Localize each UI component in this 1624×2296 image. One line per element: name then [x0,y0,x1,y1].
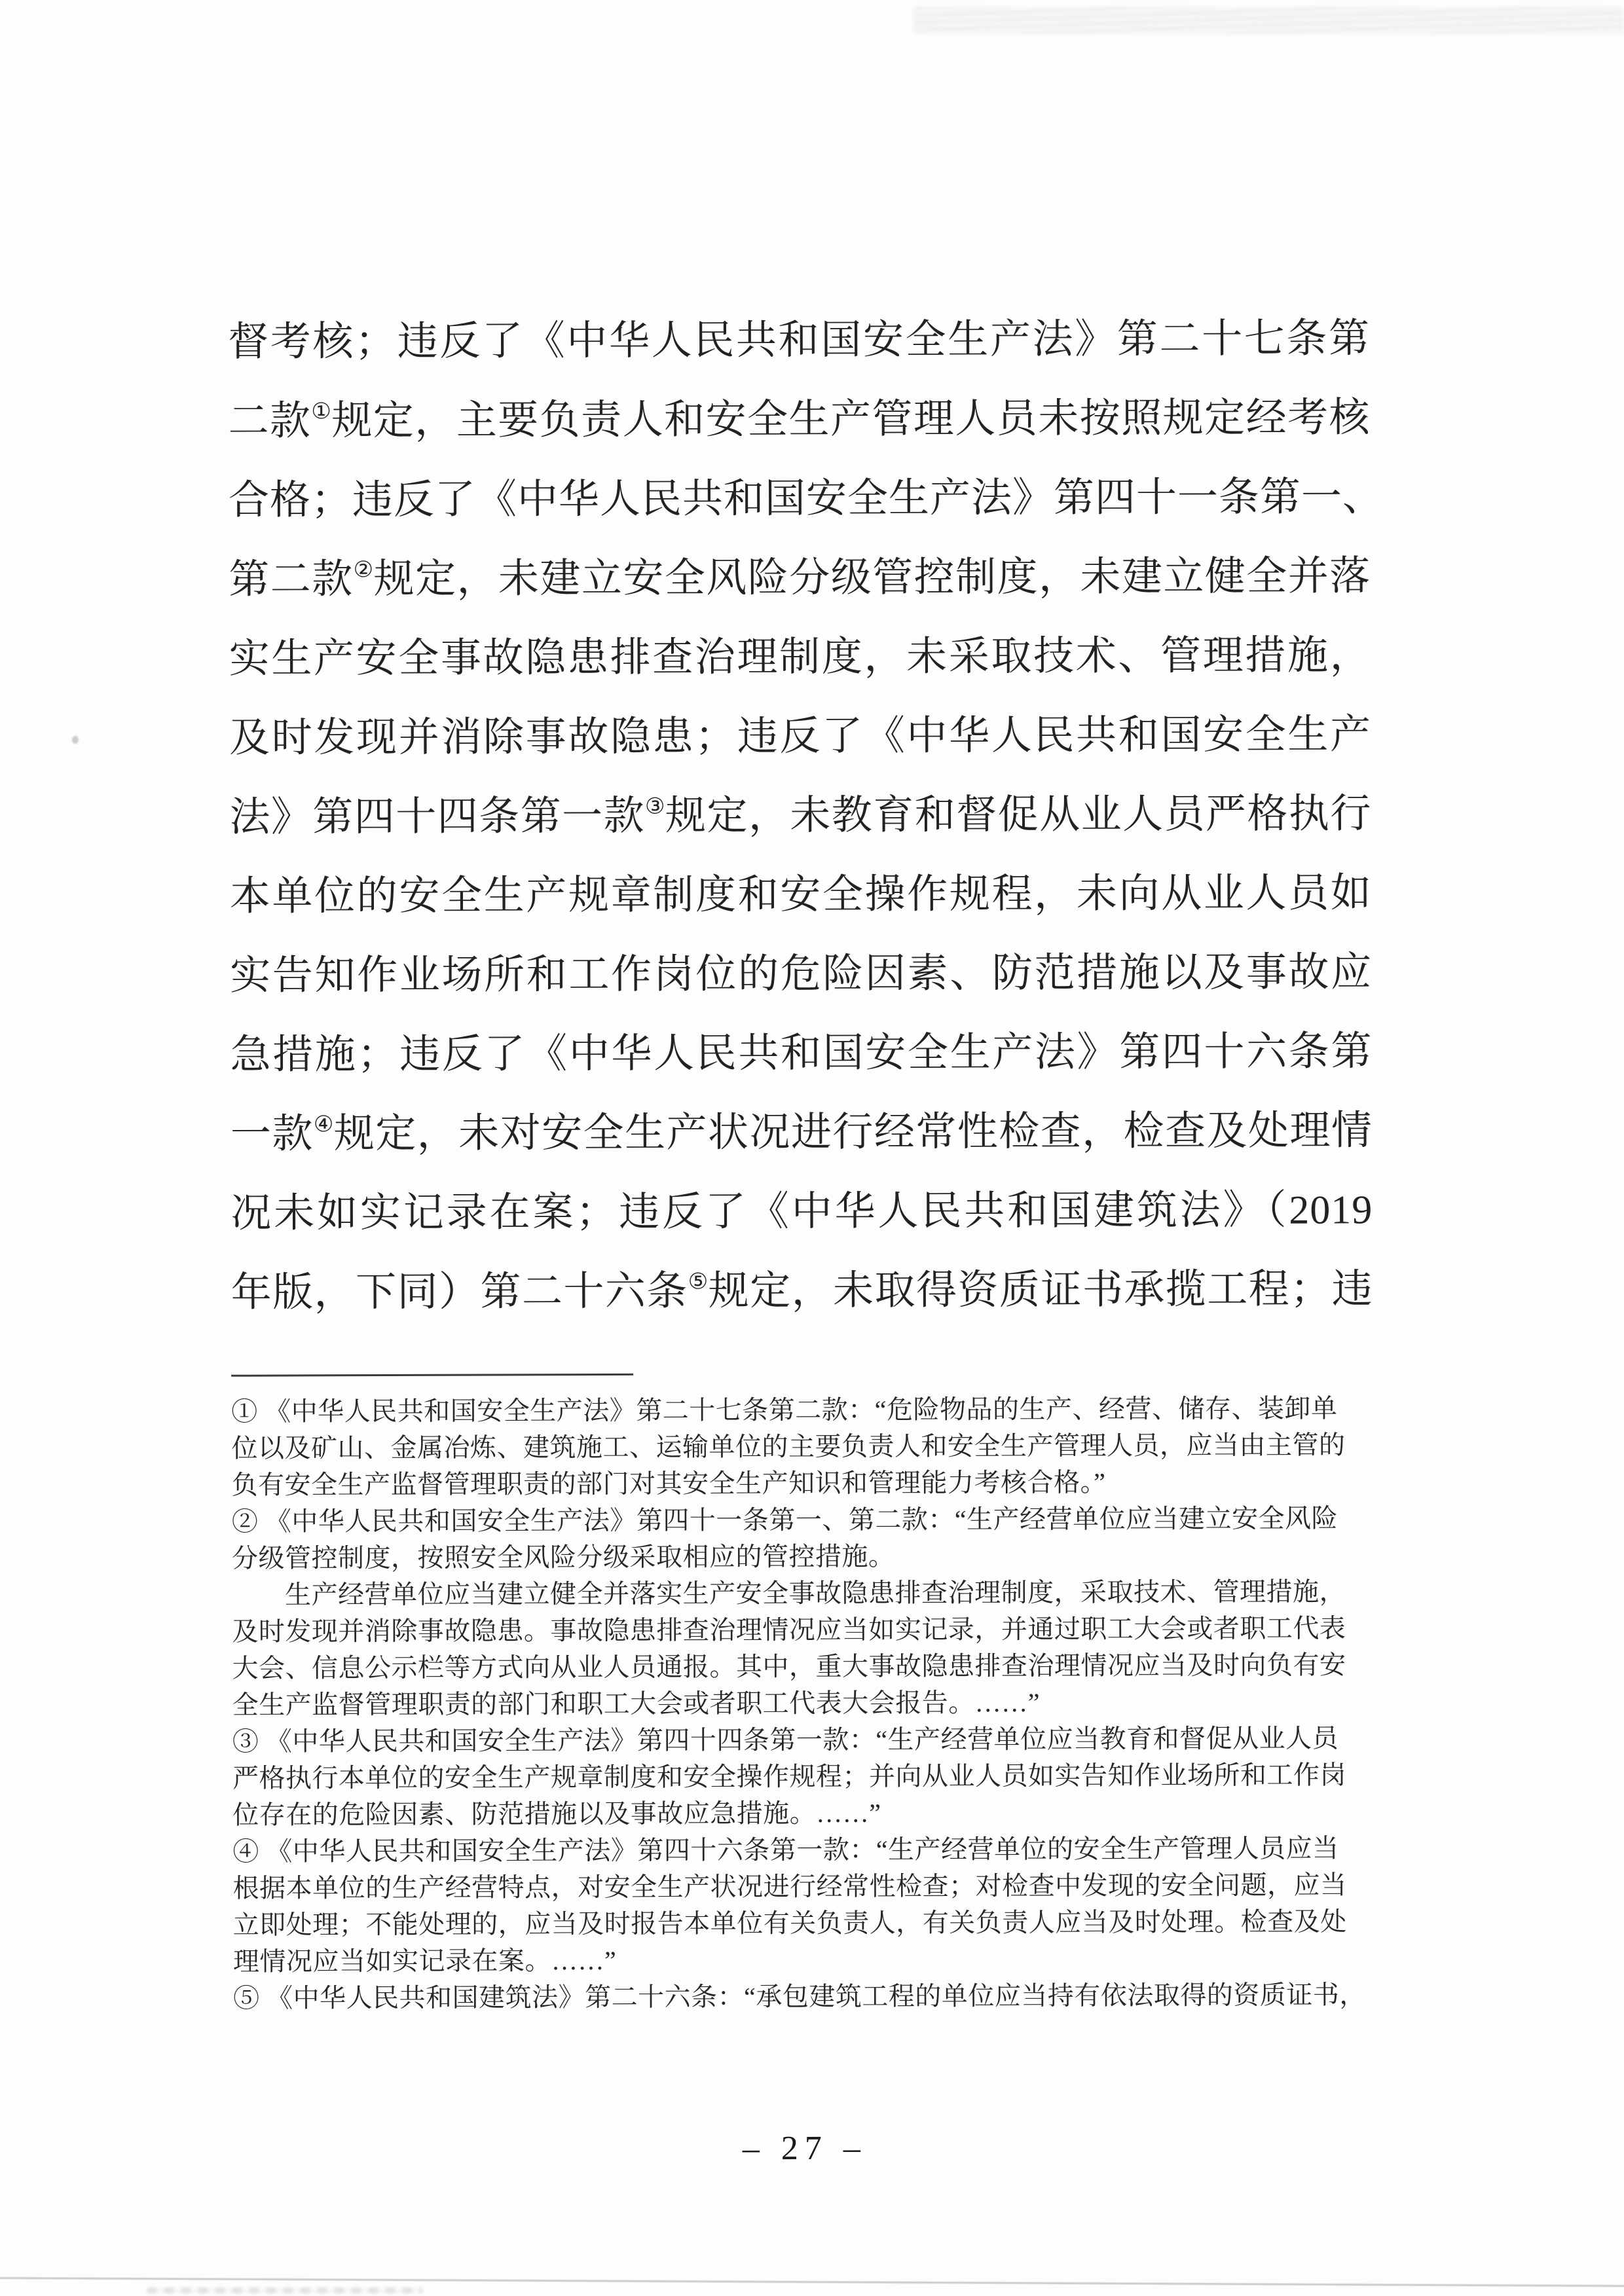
body-text-run: 规定，未建立安全风险分级管控制度，未建立健全并落 [373,554,1371,602]
footnote-separator-rule [231,1374,633,1377]
body-text-run: 及时发现并消除事故隐患；违反了《中华人民共和国安全生产 [229,712,1372,761]
footnote-line: ① 《中华人民共和国安全生产法》第二十七条第二款：“危险物品的生产、经营、储存、装卸单 [231,1393,1338,1427]
body-text-run: 合格；违反了《中华人民共和国安全生产法》第四十一条第一、 [228,475,1384,523]
body-line [230,933,1372,1015]
footnotes-block [231,1390,1386,2017]
footnote-ref-marker: ④ [313,1112,334,1137]
body-line [229,537,1371,619]
body-line [231,1091,1373,1174]
body-line [229,616,1371,699]
body-line [230,854,1372,936]
body-text-run: 法》第四十四条第一款 [229,793,646,840]
body-text-run: 实告知作业场所和工作岗位的危险因素、防范措施以及事故应 [230,950,1373,998]
footnote-ref-marker: ① [311,399,332,424]
footnote-line: 全生产监督管理职责的部门和职工大会或者职工代表大会报告。……” [232,1687,1040,1720]
body-text-run: 年版，下同）第二十六条 [231,1269,688,1315]
body-text-run: 第二款 [229,557,354,602]
footnote-line: 及时发现并消除事故隐患。事故隐患排查治理情况应当如实记录，并通过职工大会或者职工代表 [232,1613,1346,1647]
footnote-line: ③ 《中华人民共和国安全生产法》第四十四条第一款：“生产经营单位应当教育和督促从业人员 [232,1723,1339,1757]
body-line [231,1171,1373,1253]
footnote-line: 分级管控制度，按照安全风险分级采取相应的管控措施。 [231,1541,895,1573]
body-line [229,695,1371,778]
body-line [228,458,1384,540]
body-text-run: 督考核；违反了《中华人民共和国安全生产法》第二十七条第 [228,316,1371,365]
footnote-line: ② 《中华人民共和国安全生产法》第四十一条第一、第二款：“生产经营单位应当建立安全风险 [231,1503,1338,1537]
footnote-ref-marker: ③ [644,794,665,819]
body-text-run: 急措施；违反了《中华人民共和国安全生产法》第四十六条第 [230,1029,1373,1078]
body-line [229,774,1371,857]
footnote-line: ④ 《中华人民共和国安全生产法》第四十六条第一款：“生产经营单位的安全生产管理人员应当 [232,1833,1339,1867]
footnote-ref-marker: ⑤ [688,1269,709,1294]
body-line [228,299,1370,382]
footnote-ref-marker: ② [353,558,374,583]
body-text-run: 实生产安全事故隐患排查治理制度，未采取技术、管理措施， [229,633,1371,682]
footnote-line: 位存在的危险因素、防范措施以及事故应急措施。……” [232,1798,881,1830]
body-text-run: 本单位的安全生产规章制度和安全操作规程，未向从业人员如 [229,871,1372,919]
footnote-line: 严格执行本单位的安全生产规章制度和安全操作规程；并向从业人员如实告知作业场所和工作岗 [232,1760,1347,1793]
body-text-run: 规定，未取得资质证书承揽工程；违 [708,1267,1373,1314]
footnote-line: 位以及矿山、金属冶炼、建筑施工、运输单位的主要负责人和安全生产管理人员，应当由主管的 [231,1430,1346,1463]
body-text-run: 规定，未教育和督促从业人员严格执行 [665,792,1372,839]
footnote-line: 大会、信息公示栏等方式向从业人员通报。其中，重大事故隐患排查治理情况应当及时向负有安 [232,1650,1346,1683]
body-text-run: 规定，未对安全生产状况进行经常性检查，检查及处理情 [333,1108,1373,1157]
body-text-block [228,299,1384,1332]
body-line [231,1250,1373,1332]
footnote-line: 理情况应当如实记录在案。……” [232,1945,617,1977]
footnote-line: 负有安全生产监督管理职责的部门对其安全生产知识和管理能力考核合格。” [231,1467,1106,1500]
body-line [228,378,1370,461]
body-line [230,1012,1372,1095]
body-text-run: 规定，主要负责人和安全生产管理人员未按照规定经考核 [331,395,1371,444]
footnote-line: 根据本单位的生产经营特点，对安全生产状况进行经常性检查；对检查中发现的安全问题，应当 [232,1870,1347,1903]
page-number: – 27 – [742,2129,867,2168]
footnote-line: 立即处理；不能处理的，应当及时报告本单位有关负责人，有关负责人应当及时处理。检查及处 [232,1906,1347,1940]
body-text-run: 二款 [228,399,312,444]
body-text-run: 一款 [230,1112,314,1157]
footnote-line: ⑤ 《中华人民共和国建筑法》第二十六条：“承包建筑工程的单位应当持有依法取得的资质证书， [233,1980,1366,2013]
footnote-line: 生产经营单位应当建立健全并落实生产安全事故隐患排查治理制度，采取技术、管理措施， [232,1576,1346,1610]
body-text-run: 况未如实记录在案；违反了《中华人民共和国建筑法》（2019 [231,1188,1373,1236]
